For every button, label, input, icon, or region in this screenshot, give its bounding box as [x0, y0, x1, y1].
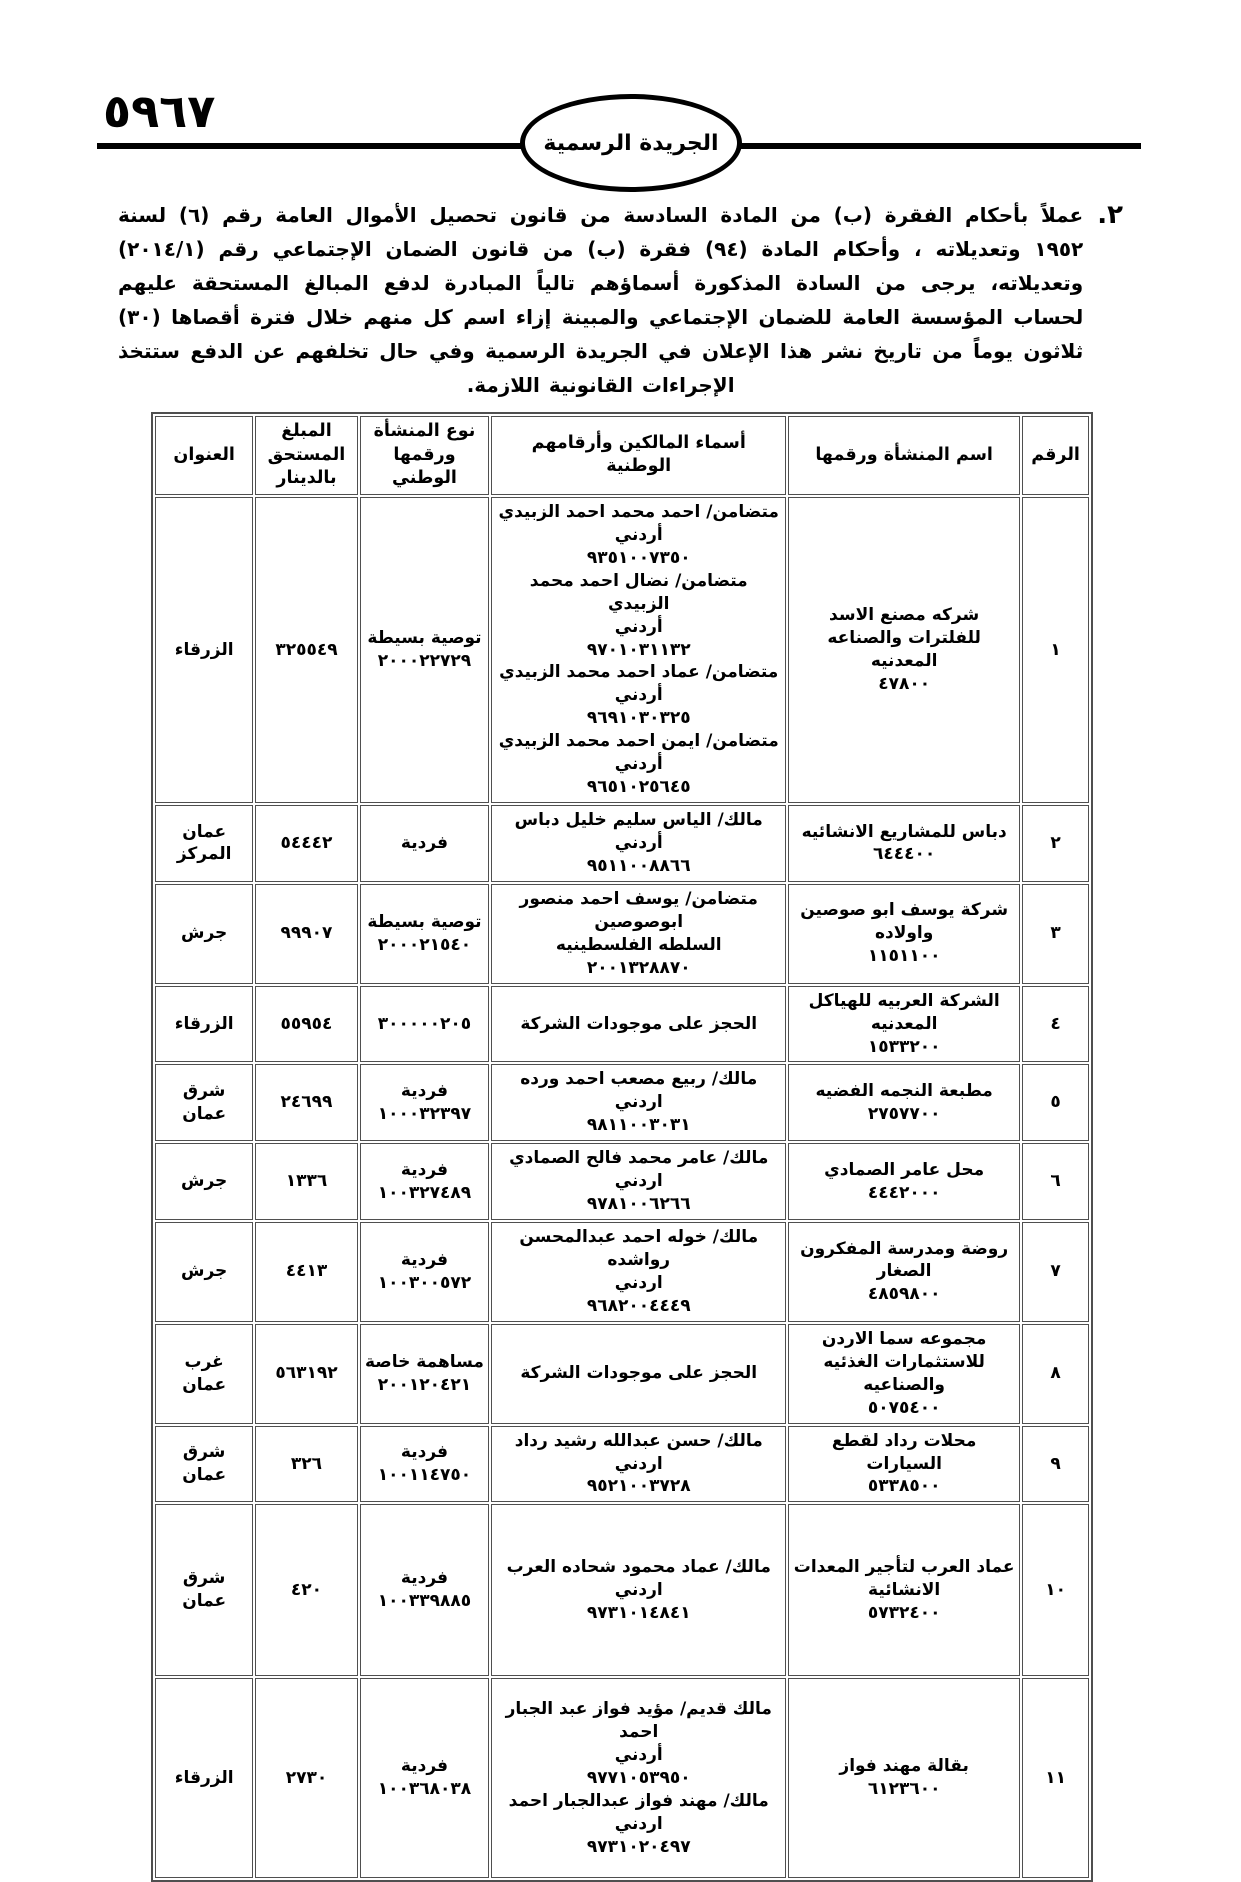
- establishment-cell: روضة ومدرسة المفكرون الصغار ٤٨٥٩٨٠٠: [788, 1222, 1020, 1322]
- table-header-row: [155, 416, 1089, 495]
- table-row: [155, 986, 1089, 1063]
- owners-cell: مالك/ خوله احمد عبدالمحسن رواشده اردني ٩٦٨٢٠٠٤٤٤٩: [491, 1222, 786, 1322]
- table-row: [155, 805, 1089, 882]
- establishment-cell: الشركة العربيه للهياكل المعدنيه ١٥٣٣٢٠٠: [788, 986, 1020, 1063]
- table-row: [155, 1064, 1089, 1141]
- header-address: العنوان: [155, 416, 253, 495]
- type-cell: فردية ١٠٠٣٣٩٨٨٥: [360, 1504, 490, 1676]
- header-establishment: اسم المنشأة ورقمها: [788, 416, 1020, 495]
- address-cell: الزرقاء: [155, 986, 253, 1063]
- address-cell: الزرقاء: [155, 497, 253, 803]
- establishment-cell: بقالة مهند فواز ٦١٢٣٦٠٠: [788, 1678, 1020, 1878]
- address-cell: غرب عمان: [155, 1324, 253, 1424]
- gazette-seal: [520, 94, 742, 192]
- establishment-cell: شركه مصنع الاسد للفلترات والصناعه المعدنيه ٤٧٨٠٠: [788, 497, 1020, 803]
- amount-cell: ٥٥٩٥٤: [255, 986, 357, 1063]
- type-cell: فردية ١٠٠١١٤٧٥٠: [360, 1426, 490, 1503]
- type-cell: فردية ١٠٠٣٠٠٥٧٢: [360, 1222, 490, 1322]
- header-type: نوع المنشأة ورقمها الوطني: [360, 416, 490, 495]
- owners-cell: مالك/ الياس سليم خليل دباس أردني ٩٥١١٠٠٨٨٦٦: [491, 805, 786, 882]
- type-cell: فردية ١٠٠٠٣٢٣٩٧: [360, 1064, 490, 1141]
- amount-cell: ٥٤٤٤٢: [255, 805, 357, 882]
- address-cell: جرش: [155, 1143, 253, 1220]
- header-owners: أسماء المالكين وأرقامهم الوطنية: [491, 416, 786, 495]
- owners-cell: مالك/ حسن عبدالله رشيد رداد اردني ٩٥٢١٠٠٣٧٢٨: [491, 1426, 786, 1503]
- type-cell: فردية ١٠٠٣٢٧٤٨٩: [360, 1143, 490, 1220]
- table-row: [155, 1426, 1089, 1503]
- address-cell: شرق عمان: [155, 1504, 253, 1676]
- row-number-cell: ١٠: [1022, 1504, 1089, 1676]
- owners-cell: الحجز على موجودات الشركة: [491, 1324, 786, 1424]
- establishment-cell: دباس للمشاريع الانشائيه ٦٤٤٤٠٠: [788, 805, 1020, 882]
- row-number-cell: ٦: [1022, 1143, 1089, 1220]
- amount-cell: ١٣٣٦: [255, 1143, 357, 1220]
- type-cell: توصية بسيطة ٢٠٠٠٢٢٧٢٩: [360, 497, 490, 803]
- row-number-cell: ١١: [1022, 1678, 1089, 1878]
- row-number-cell: ٤: [1022, 986, 1089, 1063]
- establishment-cell: مطبعة النجمه الفضيه ٢٧٥٧٧٠٠: [788, 1064, 1020, 1141]
- establishment-cell: محل عامر الصمادي ٤٤٤٢٠٠٠: [788, 1143, 1020, 1220]
- address-cell: عمان المركز: [155, 805, 253, 882]
- address-cell: شرق عمان: [155, 1064, 253, 1141]
- notice-item-marker: ٢.: [1097, 200, 1123, 230]
- amount-cell: ٢٤٦٩٩: [255, 1064, 357, 1141]
- row-number-cell: ٢: [1022, 805, 1089, 882]
- table-row: [155, 884, 1089, 984]
- establishment-cell: عماد العرب لتأجير المعدات الانشائية ٥٧٣٢٤٠٠: [788, 1504, 1020, 1676]
- table-row: [155, 1504, 1089, 1676]
- debtors-table: [151, 412, 1093, 1882]
- owners-cell: متضامن/ احمد محمد احمد الزبيدي أردني ٩٣٥١٠٠٧٣٥٠ متضامن/ نضال احمد محمد الزبيدي أردني ٩٧٠١٠٣١١٣٢ متضامن/ عماد احمد محمد الزبيدي أردني ٩٦٩١٠٣٠٣٢٥ متضامن/ ايمن احمد محمد الزبيدي أردني ٩٦٥١٠٢٥٦٤٥: [491, 497, 786, 803]
- type-cell: مساهمة خاصة ٢٠٠١٢٠٤٢١: [360, 1324, 490, 1424]
- row-number-cell: ٣: [1022, 884, 1089, 984]
- owners-cell: مالك/ عامر محمد فالح الصمادي اردني ٩٧٨١٠٠٦٢٦٦: [491, 1143, 786, 1220]
- debtors-table-body: [155, 497, 1089, 1879]
- address-cell: الزرقاء: [155, 1678, 253, 1878]
- page-number: ٥٩٦٧: [103, 84, 216, 138]
- owners-cell: الحجز على موجودات الشركة: [491, 986, 786, 1063]
- table-row: [155, 1222, 1089, 1322]
- type-cell: فردية ١٠٠٣٦٨٠٣٨: [360, 1678, 490, 1878]
- owners-cell: مالك/ عماد محمود شحاده العرب اردني ٩٧٣١٠١٤٨٤١: [491, 1504, 786, 1676]
- legal-notice: [118, 198, 1123, 402]
- row-number-cell: ١: [1022, 497, 1089, 803]
- amount-cell: ٣٢٥٥٤٩: [255, 497, 357, 803]
- notice-text: عملاً بأحكام الفقرة (ب) من المادة السادسة من قانون تحصيل الأموال العامة رقم (٦) لسنة ١٩٥٢ وتعديلاته ، وأحكام المادة (٩٤) فقرة (ب) من قانون الضمان الإجتماعي رقم (٢٠١٤/١) وتعديلاته، يرجى من السادة المذكورة أسماؤهم تالياً المبادرة لدفع المبالغ المستحقة عليهم لحساب المؤسسة العامة للضمان الإجتماعي والمبينة إزاء اسم كل منهم خلال فترة أقصاها (٣٠) ثلاثون يوماً من تاريخ نشر هذا الإعلان في الجريدة الرسمية وفي حال تخلفهم عن الدفع ستتخذ الإجراءات القانونية اللازمة.: [118, 203, 1084, 397]
- table-row: [155, 497, 1089, 803]
- type-cell: ٣٠٠٠٠٠٢٠٥: [360, 986, 490, 1063]
- gazette-title: الجريدة الرسمية: [543, 130, 719, 156]
- amount-cell: ٣٢٦: [255, 1426, 357, 1503]
- row-number-cell: ٨: [1022, 1324, 1089, 1424]
- owners-cell: مالك قديم/ مؤيد فواز عبد الجبار احمد أردني ٩٧٧١٠٥٣٩٥٠ مالك/ مهند فواز عبدالجبار احمد اردني ٩٧٣١٠٢٠٤٩٧: [491, 1678, 786, 1878]
- type-cell: توصية بسيطة ٢٠٠٠٢١٥٤٠: [360, 884, 490, 984]
- amount-cell: ٢٧٣٠: [255, 1678, 357, 1878]
- amount-cell: ٥٦٣١٩٢: [255, 1324, 357, 1424]
- address-cell: جرش: [155, 1222, 253, 1322]
- owners-cell: متضامن/ يوسف احمد منصور ابوصوصين السلطه الفلسطينيه ٢٠٠١٣٢٨٨٧٠: [491, 884, 786, 984]
- row-number-cell: ٧: [1022, 1222, 1089, 1322]
- amount-cell: ٤٢٠: [255, 1504, 357, 1676]
- table-row: [155, 1143, 1089, 1220]
- establishment-cell: مجموعه سما الاردن للاستثمارات الغذئيه والصناعيه ٥٠٧٥٤٠٠: [788, 1324, 1020, 1424]
- establishment-cell: شركة يوسف ابو صوصين واولاده ١١٥١١٠٠: [788, 884, 1020, 984]
- type-cell: فردية: [360, 805, 490, 882]
- amount-cell: ٩٩٩٠٧: [255, 884, 357, 984]
- owners-cell: مالك/ ربيع مصعب احمد ورده اردني ٩٨١١٠٠٣٠٣١: [491, 1064, 786, 1141]
- table-row: [155, 1324, 1089, 1424]
- address-cell: شرق عمان: [155, 1426, 253, 1503]
- row-number-cell: ٩: [1022, 1426, 1089, 1503]
- header-amount: المبلغ المستحق بالدينار: [255, 416, 357, 495]
- address-cell: جرش: [155, 884, 253, 984]
- establishment-cell: محلات رداد لقطع السيارات ٥٣٣٨٥٠٠: [788, 1426, 1020, 1503]
- table-row: [155, 1678, 1089, 1878]
- header-number: الرقم: [1022, 416, 1089, 495]
- row-number-cell: ٥: [1022, 1064, 1089, 1141]
- amount-cell: ٤٤١٣: [255, 1222, 357, 1322]
